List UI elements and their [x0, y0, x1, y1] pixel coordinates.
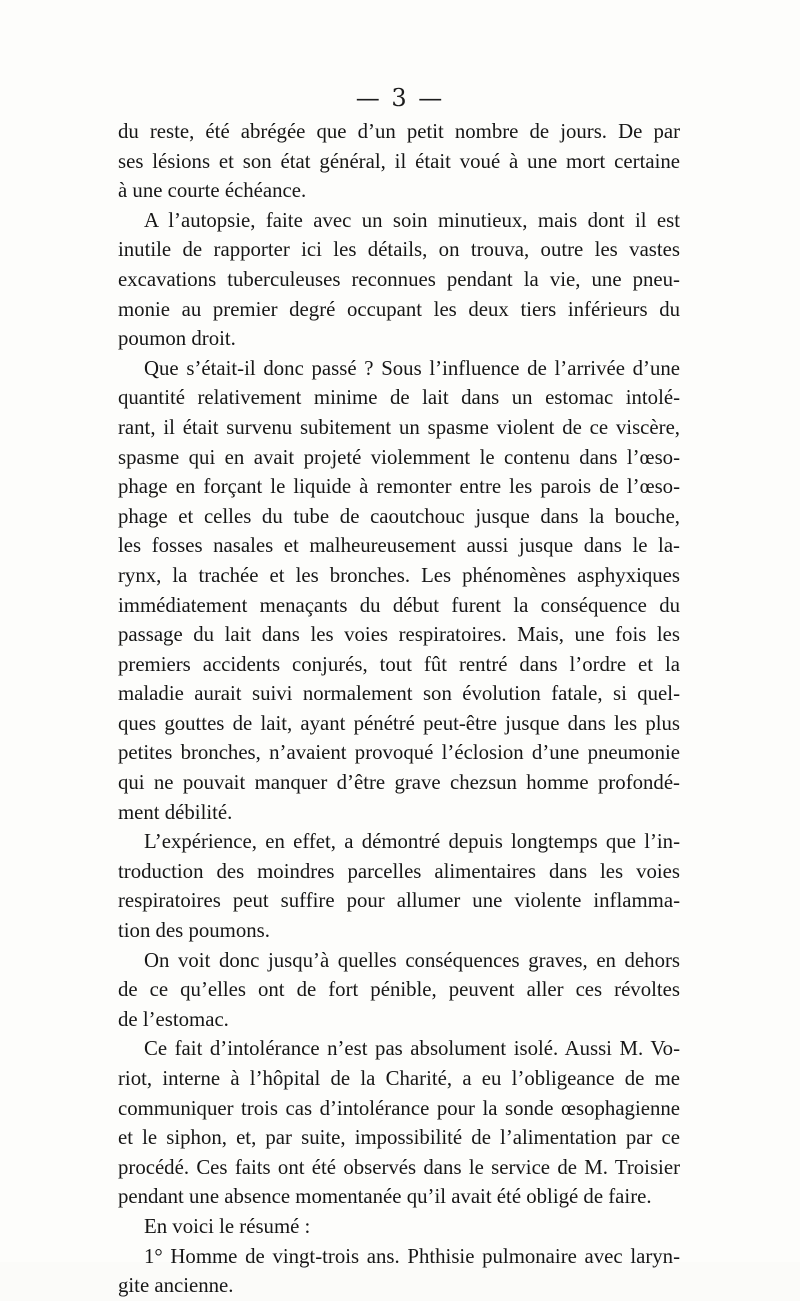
- text-line: gite ancienne.: [118, 1274, 234, 1298]
- text-line: Que s’était-il donc passé ? Sous l’influence de l’arrivée d’une: [144, 356, 680, 380]
- text-line: à une courte échéance.: [118, 179, 307, 203]
- body-text: [118, 117, 680, 1301]
- text-line: troduction des moindres parcelles alimentaires dans les voies: [118, 859, 680, 883]
- text-line: poumon droit.: [118, 327, 236, 351]
- text-line: maladie aurait suivi normalement son évolution fatale, si quel-: [118, 682, 680, 706]
- paragraph-p8: [118, 1242, 680, 1301]
- text-line: passage du lait dans les voies respiratoires. Mais, une fois les: [118, 623, 680, 647]
- text-line: petites bronches, n’avaient provoqué l’éclosion d’une pneumonie: [118, 741, 680, 765]
- text-line: A l’autopsie, faite avec un soin minutieux, mais dont il est: [144, 208, 680, 232]
- text-line: et le siphon, et, par suite, impossibilité de l’alimentation par ce: [118, 1126, 680, 1150]
- text-line: En voici le résumé :: [144, 1214, 311, 1238]
- text-line: rynx, la trachée et les bronches. Les phénomènes asphyxiques: [118, 563, 680, 587]
- text-line: ment débilité.: [118, 800, 233, 824]
- text-line: immédiatement menaçants du début furent la conséquence du: [118, 593, 680, 617]
- text-line: On voit donc jusqu’à quelles conséquences graves, en dehors: [144, 948, 680, 972]
- text-line: phage et celles du tube de caoutchouc jusque dans la bouche,: [118, 504, 680, 528]
- paragraph-p5: [118, 946, 680, 1035]
- text-line: pendant une absence momentanée qu’il avait été obligé de faire.: [118, 1185, 652, 1209]
- text-line: inutile de rapporter ici les détails, on trouva, outre les vastes: [118, 238, 680, 262]
- text-line: quantité relativement minime de lait dans un estomac intolé-: [118, 386, 680, 410]
- text-line: ses lésions et son état général, il était voué à une mort certaine: [118, 149, 680, 173]
- text-line: respiratoires peut suffire pour allumer une violente inflamma-: [118, 889, 680, 913]
- text-line: riot, interne à l’hôpital de la Charité, a eu l’obligeance de me: [118, 1067, 680, 1090]
- text-line: premiers accidents conjurés, tout fût rentré dans l’ordre et la: [118, 652, 680, 676]
- paragraph-p2: [118, 206, 680, 354]
- paragraph-p6: [118, 1034, 680, 1212]
- text-line: procédé. Ces faits ont été observés dans le service de M. Troisier: [118, 1155, 680, 1179]
- paragraph-p3: [118, 354, 680, 828]
- text-line: phage en forçant le liquide à remonter entre les parois de l’œso-: [118, 475, 680, 499]
- text-line: communiquer trois cas d’intolérance pour la sonde œsophagienne: [118, 1096, 680, 1120]
- text-line: de ce qu’elles ont de fort pénible, peuvent aller ces révoltes: [118, 978, 680, 1002]
- text-line: 1° Homme de vingt-trois ans. Phthisie pulmonaire avec laryn-: [144, 1244, 680, 1268]
- text-line: ques gouttes de lait, ayant pénétré peut-être jusque dans les plus: [118, 711, 680, 735]
- text-line: excavations tuberculeuses reconnues pendant la vie, une pneu-: [118, 267, 680, 291]
- text-line: les fosses nasales et malheureusement aussi jusque dans le la-: [118, 534, 680, 558]
- text-line: qui ne pouvait manquer d’être grave chezsun homme profondé-: [118, 771, 680, 795]
- text-line: de l’estomac.: [118, 1007, 229, 1031]
- text-line: spasme qui en avait projeté violemment le contenu dans l’œso-: [118, 445, 680, 469]
- text-line: L’expérience, en effet, a démontré depuis longtemps que l’in-: [144, 830, 680, 854]
- text-line: rant, il était survenu subitement un spasme violent de ce viscère,: [118, 415, 680, 439]
- paragraph-p4: [118, 827, 680, 945]
- text-line: tion des poumons.: [118, 919, 270, 943]
- page-number: — 3 —: [355, 84, 445, 112]
- text-line: Ce fait d’intolérance n’est pas absolument isolé. Aussi M. Vo-: [144, 1037, 680, 1061]
- paragraph-p1: [118, 117, 680, 206]
- text-line: du reste, été abrégée que d’un petit nombre de jours. De par: [118, 120, 680, 143]
- text-line: monie au premier degré occupant les deux tiers inférieurs du: [118, 297, 680, 321]
- paragraph-p7: [118, 1212, 680, 1242]
